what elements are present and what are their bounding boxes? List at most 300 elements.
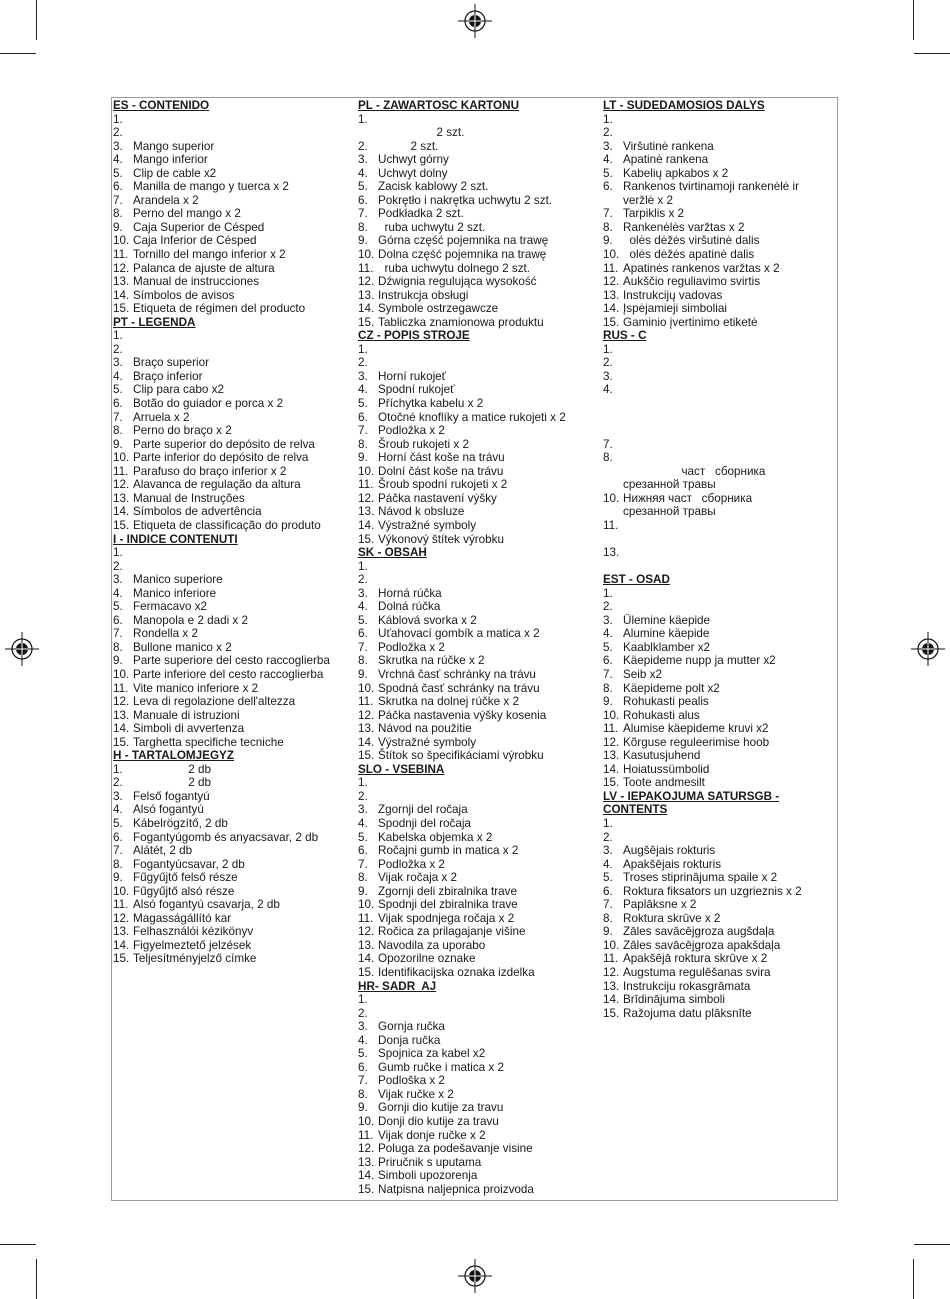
item-label: Manuale di istruzioni xyxy=(133,708,240,722)
item-number: 1. xyxy=(113,546,123,560)
item-number: 13. xyxy=(358,938,375,952)
item-label: Kõrguse reguleerimise hoob xyxy=(623,735,770,749)
item-label: Alavanca de regulação da altura xyxy=(133,478,301,492)
item-number: 2. xyxy=(603,830,613,844)
list-item xyxy=(113,397,353,411)
item-number: 15. xyxy=(113,302,130,316)
list-item xyxy=(358,234,598,248)
item-number: 7. xyxy=(358,1074,368,1088)
parts-list-section xyxy=(358,329,598,546)
item-label: Braço inferior xyxy=(133,369,203,383)
item-number: 2. xyxy=(603,356,613,370)
item-number: 8. xyxy=(358,1087,368,1101)
list-item xyxy=(358,600,598,614)
item-label: Rankenos tvirtinamoji rankenėlė ir veržlė x 2 xyxy=(623,180,800,207)
list-item xyxy=(358,1169,598,1183)
list-item xyxy=(358,776,598,790)
item-number: 14. xyxy=(113,288,130,302)
list-item xyxy=(113,654,353,668)
list-item xyxy=(113,505,353,519)
list-item xyxy=(113,668,353,682)
list-item xyxy=(358,492,598,506)
section-title: H - TARTALOMJEGYZ xyxy=(113,749,234,763)
item-number: 2. xyxy=(113,342,123,356)
item-number: 12. xyxy=(603,275,620,289)
parts-list-section xyxy=(113,533,353,750)
list-item xyxy=(603,356,838,370)
contents-frame xyxy=(111,97,838,1201)
list-item xyxy=(113,641,353,655)
item-label: Horní část koše na trávu xyxy=(378,451,505,465)
list-item xyxy=(358,925,598,939)
parts-list-section xyxy=(603,99,838,329)
item-number: 2. xyxy=(113,559,123,573)
list-item xyxy=(358,1129,598,1143)
item-label: Teljesítményjelző címke xyxy=(133,952,257,966)
item-number: 8. xyxy=(113,640,123,654)
item-number: 13. xyxy=(358,1155,375,1169)
item-number: 14. xyxy=(113,505,130,519)
item-label: Návod na použitie xyxy=(378,722,472,736)
item-number: 14. xyxy=(358,952,375,966)
item-number: 12. xyxy=(358,925,375,939)
item-label xyxy=(623,126,838,140)
item-number: 3. xyxy=(113,789,123,803)
item-label: Ražojuma datu plāksnīte xyxy=(623,1006,752,1020)
item-label xyxy=(378,573,598,587)
item-number: 8. xyxy=(603,220,613,234)
item-label: Otočné knoflíky a matice rukojeti x 2 xyxy=(378,410,566,424)
item-label: Podložka x 2 xyxy=(378,857,445,871)
item-label: Alumine käepide xyxy=(623,627,710,641)
item-number: 7. xyxy=(113,193,123,207)
item-label: Käepideme polt x2 xyxy=(623,681,720,695)
list-item xyxy=(603,370,838,384)
item-label xyxy=(623,438,838,452)
item-number: 12. xyxy=(358,708,375,722)
list-item xyxy=(358,370,598,384)
list-item xyxy=(603,438,838,452)
list-item xyxy=(113,817,353,831)
item-number: 10. xyxy=(358,898,375,912)
item-number: 7. xyxy=(358,857,368,871)
item-label: Dźwignia regulująca wysokość xyxy=(378,275,537,289)
item-number: 14. xyxy=(358,518,375,532)
item-label: Braço superior xyxy=(133,356,210,370)
item-label: Manico inferiore xyxy=(133,586,217,600)
item-label xyxy=(378,993,598,1007)
item-label: Páčka nastavenia výšky kosenia xyxy=(378,708,547,722)
item-number: 13. xyxy=(358,722,375,736)
item-label xyxy=(133,329,353,343)
list-item xyxy=(358,654,598,668)
item-number: 10. xyxy=(113,451,130,465)
item-label: Parte inferior do depósito de relva xyxy=(133,451,309,465)
list-item xyxy=(113,885,353,899)
item-label: Leva di regolazione dell'altezza xyxy=(133,695,296,709)
list-item xyxy=(113,790,353,804)
list-item xyxy=(113,194,353,208)
item-number: 5. xyxy=(113,600,123,614)
list-item xyxy=(603,776,838,790)
list-item xyxy=(358,1034,598,1048)
item-number: 3. xyxy=(113,356,123,370)
list-item xyxy=(603,763,838,777)
parts-list-section xyxy=(358,546,598,763)
list-item xyxy=(113,912,353,926)
item-number: 5. xyxy=(358,180,368,194)
item-number: 6. xyxy=(603,654,613,668)
list-item xyxy=(603,221,838,235)
item-number: 5. xyxy=(113,166,123,180)
item-number: 7. xyxy=(358,207,368,221)
item-label: Clip de cable x2 xyxy=(133,166,217,180)
item-label: Aukščio reguliavimo svirtis xyxy=(623,275,761,289)
list-item xyxy=(113,871,353,885)
item-label: Podložka x 2 xyxy=(378,424,445,438)
item-number: 9. xyxy=(358,234,368,248)
list-item xyxy=(113,411,353,425)
item-label: Symbole ostrzegawcze xyxy=(378,302,499,316)
list-item xyxy=(113,370,353,384)
list-item xyxy=(358,194,598,208)
list-item xyxy=(113,803,353,817)
item-number: 9. xyxy=(113,220,123,234)
list-item xyxy=(113,248,353,262)
item-number: 11. xyxy=(358,1128,374,1142)
list-item xyxy=(603,939,838,953)
list-item xyxy=(603,722,838,736)
item-label: Parte superiore del cesto raccoglierba xyxy=(133,654,330,668)
list-item xyxy=(603,966,838,980)
item-number: 10. xyxy=(113,234,130,248)
item-number: 6. xyxy=(113,180,123,194)
list-item xyxy=(358,411,598,425)
section-title: RUS - С xyxy=(603,329,647,343)
item-label: Navodila za uporabo xyxy=(378,938,486,952)
column-3 xyxy=(603,99,838,1020)
list-item xyxy=(358,871,598,885)
item-number: 3. xyxy=(358,369,368,383)
item-label: Hoiatussümbolid xyxy=(623,762,710,776)
item-number: 6. xyxy=(358,844,368,858)
item-number: 6. xyxy=(358,1060,368,1074)
item-label: Ročica za prilagajanje višine xyxy=(378,925,526,939)
item-number: 8. xyxy=(358,654,368,668)
list-item xyxy=(358,302,598,316)
item-label xyxy=(133,126,353,140)
item-number: 10. xyxy=(603,708,620,722)
item-label: Figyelmeztető jelzések xyxy=(133,938,252,952)
item-label: Felső fogantyú xyxy=(133,789,210,803)
list-item xyxy=(113,424,353,438)
item-label: Manilla de mango y tuerca x 2 xyxy=(133,180,289,194)
list-item xyxy=(113,180,353,194)
item-label xyxy=(623,587,838,601)
item-label xyxy=(133,343,353,357)
item-number: 1. xyxy=(113,112,123,126)
registration-mark-right-icon xyxy=(911,632,945,666)
section-title: CZ - POPIS STROJE xyxy=(358,329,470,343)
item-number: 8. xyxy=(113,207,123,221)
list-item xyxy=(603,980,838,994)
list-item xyxy=(358,749,598,763)
crop-mark-bottom-right-h xyxy=(914,1244,950,1245)
item-number: 15. xyxy=(113,735,130,749)
item-label: Bullone manico x 2 xyxy=(133,640,232,654)
item-label: Výstražné symboly xyxy=(378,518,477,532)
item-number: 14. xyxy=(358,302,375,316)
item-number: 8. xyxy=(603,911,613,925)
list-item xyxy=(358,1183,598,1197)
item-number: 12. xyxy=(113,911,130,925)
item-label: Podloška x 2 xyxy=(378,1074,445,1088)
item-number: 11. xyxy=(603,722,619,736)
crop-mark-bottom-left-h xyxy=(0,1244,36,1245)
section-title: PT - LEGENDA xyxy=(113,315,196,329)
parts-list-section xyxy=(113,316,353,533)
item-label: Horní rukojeť xyxy=(378,369,447,383)
item-number: 2. xyxy=(358,789,368,803)
item-number: 14. xyxy=(603,302,620,316)
list-item xyxy=(358,844,598,858)
list-item xyxy=(358,573,598,587)
item-number: 2. xyxy=(358,139,368,153)
list-item xyxy=(358,113,598,127)
item-number: 2. xyxy=(358,356,368,370)
item-label: Fogantyúcsavar, 2 db xyxy=(133,857,245,871)
list-item xyxy=(113,627,353,641)
list-item xyxy=(603,682,838,696)
item-label: Kabelska objemka x 2 xyxy=(378,830,493,844)
item-label: Arandela x 2 xyxy=(133,193,199,207)
item-label: Apakšējā roktura skrūve x 2 xyxy=(623,952,768,966)
parts-list-section xyxy=(113,99,353,316)
list-item xyxy=(603,614,838,628)
item-label: Rohukasti pealis xyxy=(623,695,709,709)
section-title: PL - ZAWARTOSC KARTONU xyxy=(358,99,520,112)
list-item xyxy=(358,356,598,370)
section-title: LV - IEPAKOJUMA SATURSGB - CONTENTS xyxy=(603,789,780,817)
item-number: 1. xyxy=(113,762,123,776)
item-number: 9. xyxy=(358,884,368,898)
item-label: Páčka nastavení výšky xyxy=(378,491,497,505)
item-number: 6. xyxy=(358,410,368,424)
item-number: 3. xyxy=(358,586,368,600)
item-number: 1. xyxy=(603,342,613,356)
section-title: SK - OBSAH xyxy=(358,546,427,560)
list-item xyxy=(603,248,838,262)
item-number: 5. xyxy=(358,397,368,411)
item-number: 14. xyxy=(603,762,620,776)
list-item xyxy=(113,207,353,221)
item-label: Fűgyűjtő felső része xyxy=(133,871,238,885)
item-label: Ročajni gumb in matica x 2 xyxy=(378,844,519,858)
item-number: 13. xyxy=(358,505,375,519)
item-label: Tornillo del mango inferior x 2 xyxy=(133,248,286,262)
item-label: Podkładka 2 szt. xyxy=(378,207,464,221)
item-label: Parafuso do braço inferior x 2 xyxy=(133,464,287,478)
list-item xyxy=(358,519,598,533)
section-title: I - INDICE CONTENUTI xyxy=(113,532,238,546)
item-number: 14. xyxy=(113,938,130,952)
item-number: 13. xyxy=(113,491,130,505)
item-label: Donji dio kutije za travu xyxy=(378,1115,499,1129)
item-label: Augšējais rokturis xyxy=(623,844,716,858)
item-number: 11. xyxy=(358,478,374,492)
list-item xyxy=(358,587,598,601)
item-number: 1. xyxy=(603,112,613,126)
item-label: Spodná časť schránky na trávu xyxy=(378,681,540,695)
list-item xyxy=(603,898,838,912)
list-item xyxy=(113,343,353,357)
item-number: 11. xyxy=(358,695,374,709)
item-number: 8. xyxy=(358,437,368,451)
column-2 xyxy=(358,99,598,1196)
item-label xyxy=(378,356,598,370)
item-label: Palanca de ajuste de altura xyxy=(133,261,275,275)
item-label: Manico superiore xyxy=(133,573,223,587)
item-number: 11. xyxy=(603,952,619,966)
item-label xyxy=(378,560,598,574)
list-item xyxy=(603,519,838,546)
item-number: 15. xyxy=(603,1006,620,1020)
list-item xyxy=(358,912,598,926)
list-item xyxy=(603,925,838,939)
item-number: 6. xyxy=(603,884,613,898)
item-label: Pokrętło i nakrętka uchwytu 2 szt. xyxy=(378,193,553,207)
list-item xyxy=(113,234,353,248)
item-number: 6. xyxy=(113,613,123,627)
item-number: 15. xyxy=(358,1182,375,1196)
item-number: 12. xyxy=(113,695,130,709)
item-number: 13. xyxy=(113,925,130,939)
item-number: 2. xyxy=(358,573,368,587)
item-number: 12. xyxy=(603,735,620,749)
list-item xyxy=(113,709,353,723)
item-number: 8. xyxy=(358,220,368,234)
item-label xyxy=(378,1007,598,1021)
list-item xyxy=(603,451,838,492)
item-label: Ülemine käepide xyxy=(623,613,711,627)
item-label: Skrutka na rúčke x 2 xyxy=(378,654,485,668)
list-item xyxy=(113,695,353,709)
item-label: olės dėžės apatinė dalis xyxy=(623,248,755,262)
item-label: Targhetta specifiche tecniche xyxy=(133,735,284,749)
list-item xyxy=(113,478,353,492)
item-label xyxy=(623,370,838,384)
list-item xyxy=(603,343,838,357)
item-label: Alumise käepideme kruvi x2 xyxy=(623,722,769,736)
list-item xyxy=(603,126,838,140)
item-label xyxy=(133,546,353,560)
registration-mark-bottom-icon xyxy=(458,1259,492,1293)
list-item xyxy=(113,167,353,181)
item-number: 4. xyxy=(358,166,368,180)
item-label: Spodnji del zbiralnika trave xyxy=(378,898,518,912)
list-item xyxy=(603,587,838,601)
list-item xyxy=(113,560,353,574)
item-label: Zgornji deli zbiralnika trave xyxy=(378,884,518,898)
list-item xyxy=(358,939,598,953)
registration-mark-left-icon xyxy=(5,632,39,666)
list-item xyxy=(113,383,353,397)
item-label: olės dėžės viršutinė dalis xyxy=(623,234,760,248)
list-item xyxy=(113,573,353,587)
list-item xyxy=(358,682,598,696)
column-1 xyxy=(113,99,353,966)
item-label: Alátét, 2 db xyxy=(133,844,193,858)
item-number: 15. xyxy=(113,518,130,532)
item-label: Нижняя част сборника срезанной травы xyxy=(623,491,753,519)
list-item xyxy=(113,519,353,533)
list-item xyxy=(358,289,598,303)
list-item xyxy=(358,275,598,289)
item-label: Arruela x 2 xyxy=(133,410,190,424)
list-item xyxy=(603,871,838,885)
list-item xyxy=(113,356,353,370)
item-number: 11. xyxy=(358,261,374,275)
parts-list-section xyxy=(113,749,353,966)
item-label: Vijak donje ručke x 2 xyxy=(378,1128,486,1142)
item-label: Zacisk kablowy 2 szt. xyxy=(378,180,489,194)
item-label xyxy=(623,817,838,831)
list-item xyxy=(603,709,838,723)
item-number: 7. xyxy=(603,667,613,681)
item-number: 1. xyxy=(358,112,368,126)
item-label xyxy=(623,356,838,370)
item-label: Opozorilne oznake xyxy=(378,952,476,966)
item-label: Výkonový štítek výrobku xyxy=(378,532,505,546)
list-item xyxy=(603,492,838,519)
item-number: 5. xyxy=(603,871,613,885)
list-item xyxy=(358,451,598,465)
item-number: 9. xyxy=(113,654,123,668)
item-number: 5. xyxy=(358,830,368,844)
item-number: 4. xyxy=(603,153,613,167)
item-number: 9. xyxy=(113,437,123,451)
item-number: 1. xyxy=(113,329,123,343)
item-number: 8. xyxy=(603,681,613,695)
item-label xyxy=(378,113,598,127)
list-item xyxy=(113,776,353,790)
list-item xyxy=(113,465,353,479)
item-label: Natpisna naljepnica proizvoda xyxy=(378,1182,534,1196)
crop-mark-bottom-right-v xyxy=(913,1259,914,1299)
list-item xyxy=(113,682,353,696)
list-item xyxy=(603,993,838,1007)
list-item xyxy=(603,546,838,573)
item-label xyxy=(623,546,838,573)
list-item xyxy=(358,736,598,750)
list-item xyxy=(603,262,838,276)
item-number: 9. xyxy=(603,234,613,248)
item-number: 15. xyxy=(603,315,620,329)
item-label: Poluga za podešavanje visine xyxy=(378,1142,533,1156)
item-number: 8. xyxy=(113,857,123,871)
item-label: Caja Superior de Césped xyxy=(133,220,265,234)
item-number: 4. xyxy=(358,383,368,397)
item-label: Vijak ručke x 2 xyxy=(378,1087,454,1101)
item-label: Parte superior do depósito de relva xyxy=(133,437,315,451)
item-label xyxy=(378,776,598,790)
item-label: Tabliczka znamionowa produktu xyxy=(378,315,544,329)
item-label: Etiqueta de régimen del producto xyxy=(133,302,306,316)
item-label: Paplāksne x 2 xyxy=(623,898,697,912)
item-number: 4. xyxy=(358,1033,368,1047)
item-number: 13. xyxy=(603,546,620,560)
list-item xyxy=(358,858,598,872)
